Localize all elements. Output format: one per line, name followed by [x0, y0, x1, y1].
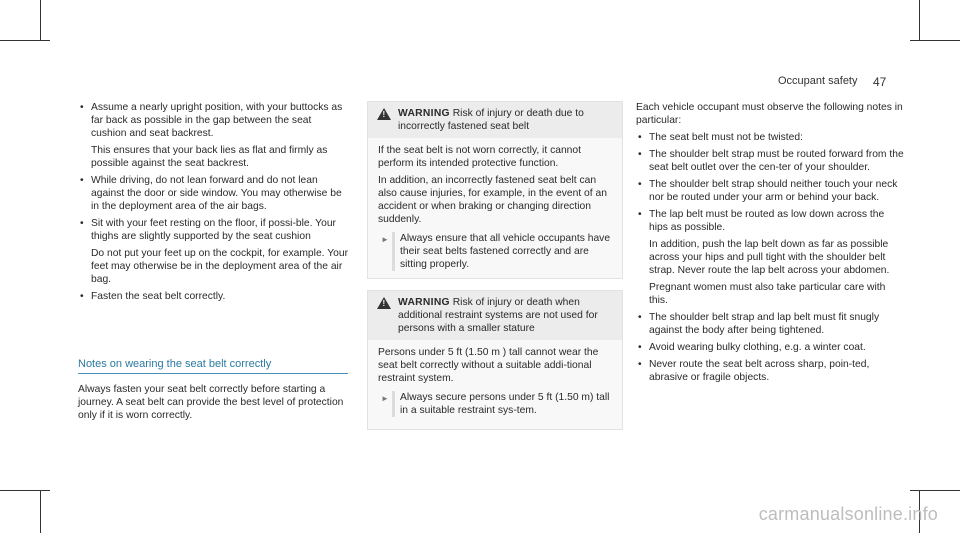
warning-box: [367, 101, 623, 279]
crop-mark: [0, 490, 50, 491]
section-title: Occupant safety: [778, 75, 858, 87]
right-column: [636, 101, 904, 388]
list-item: • While driving, do not lean forward and do not lean against the door or side window. You may otherwise be in the deployment area of the air bags.: [78, 174, 348, 213]
warning-header: [368, 291, 622, 340]
warning-action-text: Always ensure that all vehicle occupants have their seat belts fastened correctly and are sitting properly.: [400, 233, 611, 270]
list-item: • Fasten the seat belt correctly.: [78, 290, 348, 303]
action-arrow-icon: ►: [381, 394, 389, 403]
body-paragraph: Always fasten your seat belt correctly before starting a journey. A seat belt can provide the best level of protection only if it is worn correctly.: [78, 384, 344, 421]
list-item: • Never route the seat belt across sharp, poin-ted, abrasive or fragile objects.: [636, 358, 904, 384]
warning-icon: !: [377, 108, 391, 120]
warning-text: Persons under 5 ft (1.50 m ) tall cannot wear the seat belt correctly without a suitable addi-tional restraint system.: [378, 347, 599, 384]
crop-mark: [40, 490, 41, 533]
section-heading: Notes on wearing the seat belt correctly: [78, 358, 348, 374]
crop-mark: [910, 490, 960, 491]
warning-action: [378, 232, 614, 271]
list-item: • Avoid wearing bulky clothing, e.g. a winter coat.: [636, 341, 904, 354]
list-item: • Assume a nearly upright position, with your buttocks as far back as possible in the gap between the seat cushion and seat backrest.: [78, 101, 348, 140]
list-item-note: In addition, push the lap belt down as far as possible across your hips and pull tight with the shoulder belt strap. Never route the lap belt across your abdomen.: [649, 239, 890, 276]
crop-mark: [919, 0, 920, 40]
list-item-note: Do not put your feet up on the cockpit, for example. Your feet may otherwise be in the deployment area of the air bag.: [91, 248, 349, 285]
list-item: • Sit with your feet resting on the floor, if possi-ble. Your thighs are slightly supported by the seat cushion: [78, 217, 348, 243]
list-item: • The shoulder belt strap should neither touch your neck nor be routed under your arm or behind your back.: [636, 178, 904, 204]
list-item: • The shoulder belt strap must be routed forward from the seat belt outlet over the cen-ter of your shoulder.: [636, 148, 904, 174]
warning-header: [368, 102, 622, 138]
list-item: • The seat belt must not be twisted:: [636, 131, 904, 144]
list-item: • The lap belt must be routed as low down across the hips as possible.: [636, 208, 904, 234]
warning-action-text: Always secure persons under 5 ft (1.50 m) tall in a suitable restraint sys-tem.: [400, 392, 610, 416]
warning-icon: !: [377, 297, 391, 309]
crop-mark: [40, 0, 41, 40]
warning-title: WARNING: [398, 297, 450, 308]
crop-mark: [0, 40, 50, 41]
action-bar: [392, 232, 395, 271]
crop-mark: [910, 40, 960, 41]
list-item-note: This ensures that your back lies as flat and firmly as possible against the seat backrest.: [91, 145, 328, 169]
warning-text: In addition, an incorrectly fastened seat belt can also cause injuries, for example, in the event of an accident or when braking or changing direction suddenly.: [378, 175, 607, 225]
intro-paragraph: Each vehicle occupant must observe the following notes in particular:: [636, 102, 903, 126]
page-number: 47: [873, 75, 887, 89]
action-bar: [392, 391, 395, 417]
warning-body: [368, 138, 622, 277]
watermark: carmanualsonline.info: [758, 504, 938, 524]
left-column: [78, 101, 348, 307]
warning-title: WARNING: [398, 108, 450, 119]
action-arrow-icon: ►: [381, 235, 389, 244]
list-item-note: Pregnant women must also take particular care with this.: [649, 282, 886, 306]
warning-text: If the seat belt is not worn correctly, it cannot perform its intended protective function.: [378, 145, 581, 169]
warning-body: [368, 340, 622, 423]
list-item: • The shoulder belt strap and lap belt must fit snugly against the body after being tightened.: [636, 311, 904, 337]
warning-action: [378, 391, 614, 417]
warning-headline: Risk of injury or death due to incorrectly fastened seat belt: [398, 108, 584, 132]
warning-headline: Risk of injury or death when additional restraint systems are not used for persons with a smaller stature: [398, 297, 598, 334]
warning-box: [367, 290, 623, 430]
